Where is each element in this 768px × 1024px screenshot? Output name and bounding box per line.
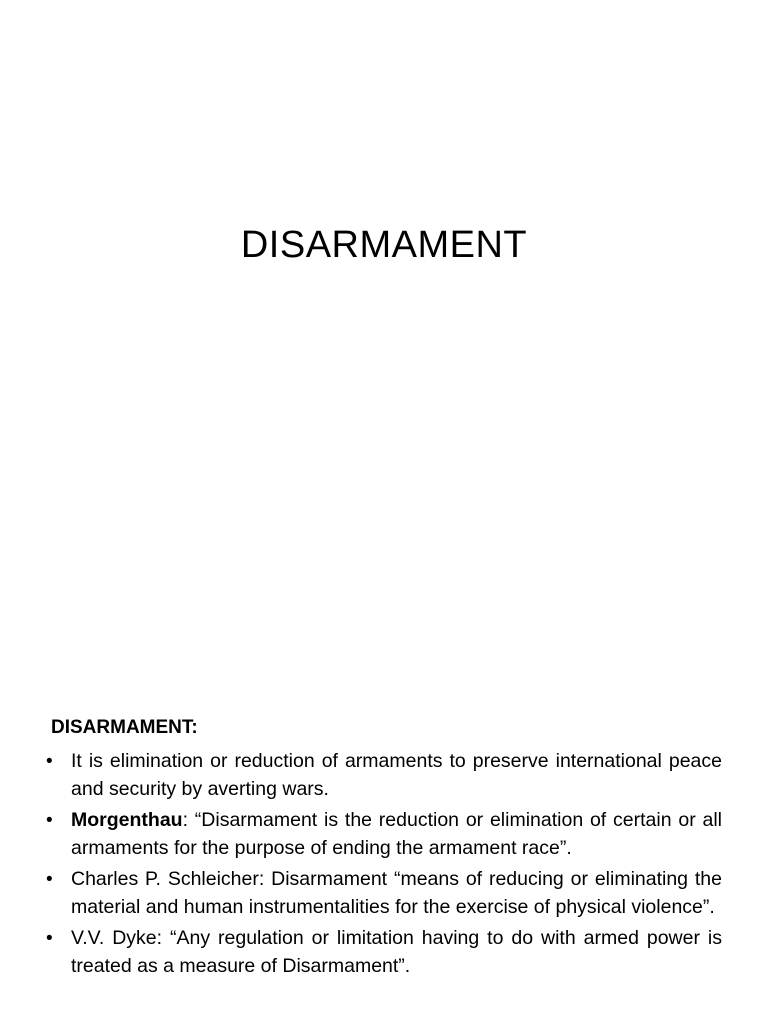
bullet-icon: • (46, 928, 53, 949)
bullet-item-definition (46, 748, 722, 803)
bullet-list (46, 748, 722, 980)
bullet-icon: • (46, 810, 53, 831)
bullet-icon: • (46, 751, 53, 772)
bullet-text: : “Disarmament is the reduction or elimination of certain or all armaments for the purpose of ending the armament race”. (71, 809, 722, 859)
bullet-icon: • (46, 869, 53, 890)
bullet-item-schleicher (46, 866, 722, 921)
bullet-item-morgenthau (46, 807, 722, 862)
author-name: Morgenthau (71, 809, 183, 831)
bullet-text: Charles P. Schleicher: Disarmament “means of reducing or eliminating the material and human instrumentalities for the exercise of physical violence”. (71, 868, 722, 918)
slide-title: DISARMAMENT (240, 224, 528, 266)
bullet-text: V.V. Dyke: “Any regulation or limitation having to do with armed power is treated as a measure of Disarmament”. (71, 927, 722, 977)
bullet-text: It is elimination or reduction of armaments to preserve international peace and security by averting wars. (71, 750, 722, 800)
bullet-item-dyke (46, 925, 722, 980)
section-heading: DISARMAMENT: (51, 717, 198, 738)
definitions-section (46, 714, 722, 984)
